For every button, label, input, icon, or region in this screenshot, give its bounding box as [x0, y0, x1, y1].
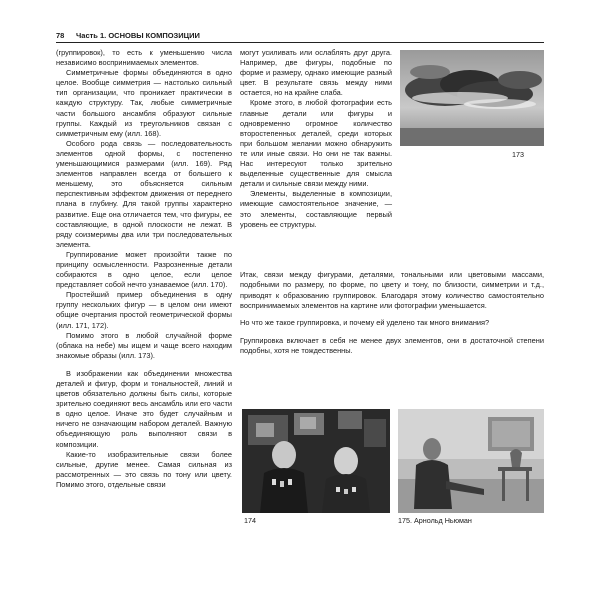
- page-number: 78: [56, 31, 65, 40]
- right-column-bottom: [240, 263, 544, 363]
- photo-clouds: [400, 50, 544, 146]
- left-column: [56, 48, 232, 490]
- paragraph: Какие-то изобразительные связи более сильные, другие менее. Самая сильная из рассмотренных — это связь по тону или цвету. Помимо этого, отдельные связи: [56, 449, 232, 489]
- caption-174: 174: [244, 516, 256, 525]
- paragraph: могут усиливать или ослаблять друг друга. Например, две фигуры, подобные по форме и размеру, однако имеющие разный цвет. В результате связь между ними остается, но на крайне слаба.: [240, 48, 392, 98]
- caption-175: 175. Арнольд Ньюман: [398, 516, 472, 525]
- paragraph: (группировок), то есть к уменьшению числа независимо воспринимаемых элементов.: [56, 48, 232, 68]
- running-header: [56, 30, 544, 42]
- paragraph: Простейший пример объединения в одну группу нескольких фигур — в целом они имеют общие очертания простой геометрической формы (илл. 171, 172).: [56, 290, 232, 330]
- paragraph: Группирование может произойти также по принципу осмысленности. Разрозненные детали собираются в одно целое, если целое представляет собой нечто узнаваемое (илл. 170).: [56, 249, 232, 290]
- paragraph: Симметричные формы объединяются в одно целое. Вообще симметрия — настолько сильный тип организации, что проникает практически в каждую структуру. Так, любые симметричные части большого ансамбля образуют сильные группы. Каждый из треугольников связан с симметричным ему (илл. 168).: [56, 68, 232, 138]
- chapter-title: Часть 1. ОСНОВЫ КОМПОЗИЦИИ: [76, 31, 200, 40]
- caption-173: 173: [512, 150, 524, 159]
- paragraph: Особого рода связь — последовательность элементов одной формы, с постепенно уменьшающимися размерами (илл. 169). Ряд элементов направлен всегда от большего к меньшему, это объясняется сильным перспективным эффектом движения от переднего плана в глубину. Для такой группы характерно развитие. Еще она отличается тем, что фигуры, ее составляющие, в одной плоскости не лежат. В ряду соизмеримы два или три последовательных элемента.: [56, 138, 232, 249]
- header-rule: [56, 42, 544, 43]
- paragraph: Итак, связи между фигурами, деталями, тональными или цветовыми массами, подобными по размеру, по форме, по цвету и тону, по близости, симметрии и т.д., приводят к образованию группировок. Благодаря этому количество самостоятельно воспринимаемых элементов на картине или фотографии уменьшается.: [240, 270, 544, 310]
- paragraph: Группировка включает в себя не менее двух элементов, они в достаточной степени подобны, хотя не тождественны.: [240, 335, 544, 355]
- photo-man-armchair: [398, 409, 544, 513]
- paragraph: Элементы, выделенные в композиции, имеющие самостоятельное значение, — это элементы, составляющие первый уровень ее структуры.: [240, 189, 392, 229]
- right-column-top: [240, 48, 392, 230]
- paragraph: В изображении как объединении множества деталей и фигур, форм и тональностей, линий и цветов обязательно должны быть силы, которые зрительно соединяют весь ансамбль или его части в одно целое. Иначе это будет случайным и ничего не означающим набором деталей. Важную объединяющую роль выполняют связи в композиции.: [56, 368, 232, 449]
- paragraph: Кроме этого, в любой фотографии есть главные детали или фигуры и одновременно огромное количество второстепенных деталей, среди которых при большом желании можно обнаружить те или иные связи. Но они не так важны. Нас интересуют только зрительно выделенные существенные для смысла детали и сильные связи между ними.: [240, 98, 392, 189]
- paragraph: Но что же такое группировка, и почему ей уделено так много внимания?: [240, 318, 490, 328]
- photo-portrait-couple: [242, 409, 390, 513]
- paragraph: Помимо этого в любой случайной форме (облака на небе) мы ищем и чаще всего находим знакомые образы (илл. 173).: [56, 330, 232, 360]
